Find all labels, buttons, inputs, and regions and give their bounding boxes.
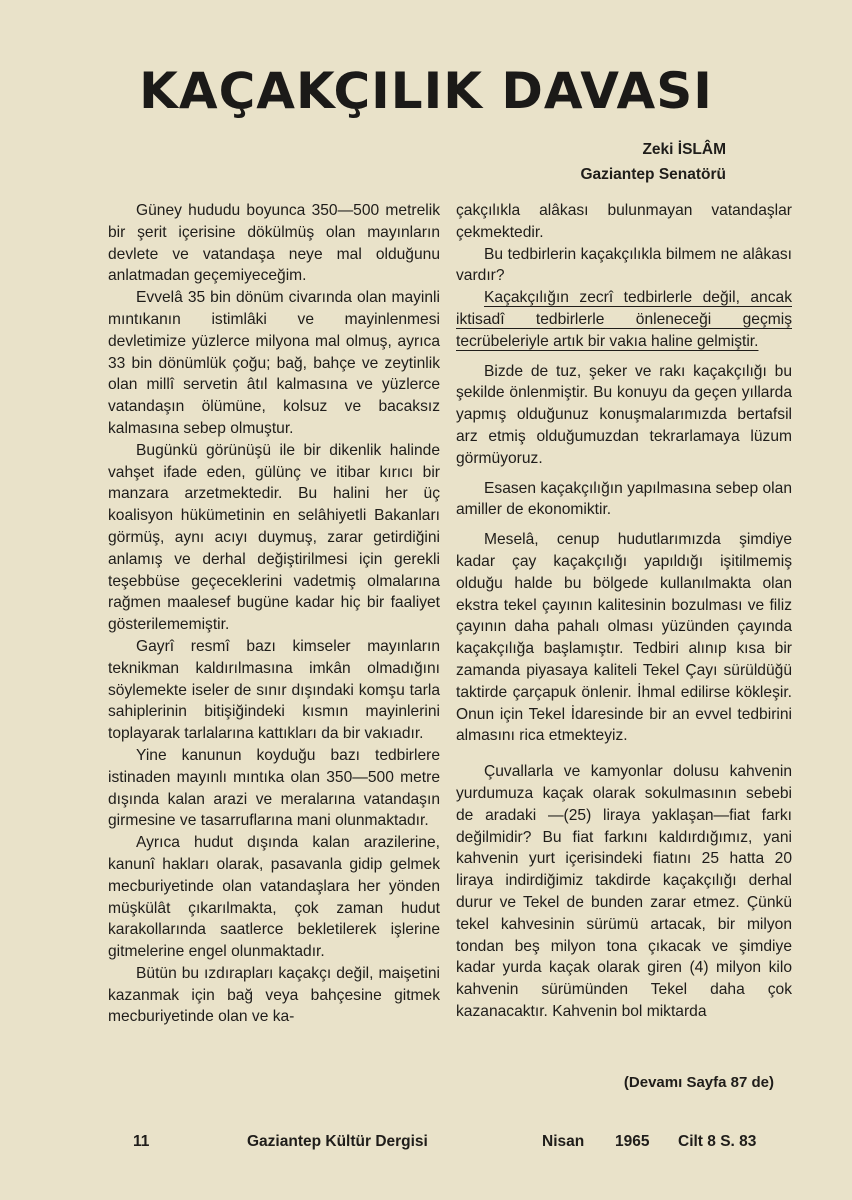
paragraph: Bizde de tuz, şeker ve rakı kaçakçılığı bu şekilde önlenmiştir. Bu konuyu da geçen yıllarda yapmış olduğunuz konuşmalarımızda bertafsil arz etmiş olduğumuzdan tekrarlamaya lüzum görmüyoruz. — [456, 362, 792, 467]
paragraph: Çuvallarla ve kamyonlar dolusu kahvenin yurdumuza kaçak olarak sokulmasının sebebi de aradaki —(25) liraya yaklaşan—fiat farkı değilmidir? Bu fiat farkını kaldırdığımız, yani kahvenin yurt içerisindeki fiatını 25 hatta 20 liraya indirdiğimiz takdirde kaçakçılığı derhal durur ve Tekel de bunden zarar etmez. Çünkü tekel kahvesinin sürümü artacak, bir milyon tondan beş milyon tona çıkacak ve şimdiye kadar yurda kaçak olarak giren (4) milyon kilo kahvenin sürümünden Tekel daha çok kazanacaktır. Kahvenin bol miktarda — [456, 763, 792, 1020]
paragraph: Evvelâ 35 bin dönüm civarında olan mayinli mıntıkanın istimlâki ve mayinlenmesi devletimize yüzlerce milyona mal olmuş, ayrıca 33 bin dönümlük çoğu; bağ, bahçe ve zeytinlik olan millî servetin âtıl kalmasına ve yüzlerce vatandaşın ölümüne, kolsuz ve bacaksız kalmasına sebep olmuştur. — [108, 289, 440, 437]
paragraph: Gayrî resmî bazı kimseler mayınların teknikman kaldırılmasına imkân olmadığını söylemekte iseler de sınır dışındaki komşu tarla sahiplerinin bitişiğindeki kısmın mayinlerini toplayarak tarlalarına kattıkları da bir vakıadır. — [108, 637, 440, 743]
paragraph: Güney hududu boyunca 350—500 metrelik bir şerit içerisine dökülmüş olan mayınların devlete ve vatandaşa neye mal olduğunu anlatmadan geçemiyeceğim. — [108, 202, 440, 285]
paragraph: çakçılıkla alâkası bulunmayan vatandaşlar çekmektedir. — [456, 202, 792, 241]
issue-year: 1965 — [615, 1133, 650, 1150]
paragraph: Esasen kaçakçılığın yapılmasına sebep olan amiller de ekonomiktir. — [456, 479, 792, 519]
author-role: Gaziantep Senatörü — [580, 166, 726, 183]
journal-name: Gaziantep Kültür Dergisi — [247, 1133, 428, 1150]
paragraph: Bütün bu ızdırapları kaçakçı değil, maişetini kazanmak için bağ veya bahçesine gitmek mecburiyetinde olan ve ka- — [108, 964, 440, 1026]
left-column — [108, 200, 440, 1028]
paragraph: Meselâ, cenup hudutlarımızda şimdiye kadar çay kaçakçılığı yapıldığı işitilmemiş olduğu halde bu bölgede kullanılmakta olan ekstra tekel çayının kalitesinin bozulması ve filiz çayının daha pahalı olması yüzünden çayında kaçakçılığa başlamıştır. Tedbiri alınıp kısa bir zamanda piyasaya kaliteli Tekel Çayı sürüldüğü taktirde çarçapuk önlenir. İhmal edilirse kökleşir. Onun için Tekel İdaresinde bir an evvel tedbirini almasını rica etmekteyiz. — [456, 531, 792, 745]
byline — [580, 137, 726, 187]
continued-note: (Devamı Sayfa 87 de) — [623, 1074, 774, 1091]
author-name: Zeki İSLÂM — [642, 141, 726, 158]
paragraph: Ayrıca hudut dışında kalan arazilerine, kanunî hakları olarak, pasavanla gidip gelmek mecburiyetinde olan vatandaşlara her yönden müşkülât çıkarılmakta, çok zaman hudut karakollarında saatlerce bekletilerek işlerine gitmelerine engel olunmaktadır. — [108, 834, 440, 961]
right-column — [456, 200, 792, 1023]
page-footer — [0, 1133, 852, 1153]
paragraph: Yine kanunun koyduğu bazı tedbirlere istinaden mayınlı mıntıka olan 350—500 metre dışında kalan arazi ve meralarına vatandaşın girmesine ve tasarruflarına mani olunmaktadır. — [108, 746, 440, 830]
article-title: KAÇAKÇILIK DAVASI — [139, 62, 713, 120]
paragraph: Bugünkü görünüşü ile bir dikenlik halinde vahşet ifade eden, gülünç ve itibar kırıcı bir manzara arzetmektedir. Bu halini her üç koalisyon hükümetinin en selâhiyetli Bakanları görmüş, aynı acıyı duymuş, zarar getirdiğini anlamış ve derhal değiştirilmesi için gerekli teşebbüse geçeceklerini vadetmiş olmalarına rağmen maalesef bugüne kadar hiç bir faaliyet gösterilememiştir. — [108, 441, 440, 634]
issue-volume: Cilt 8 S. 83 — [678, 1133, 757, 1150]
paragraph: Bu tedbirlerin kaçakçılıkla bilmem ne alâkası vardır? — [456, 245, 792, 285]
paragraph-underlined: Kaçakçılığın zecrî tedbirlerle değil, ancak iktisadî tedbirlerle önleneceği geçmiş tecrübeleriyle artık bir vakıa haline gelmiştir. — [456, 289, 792, 350]
page-number: 11 — [133, 1133, 150, 1150]
issue-month: Nisan — [542, 1133, 585, 1150]
